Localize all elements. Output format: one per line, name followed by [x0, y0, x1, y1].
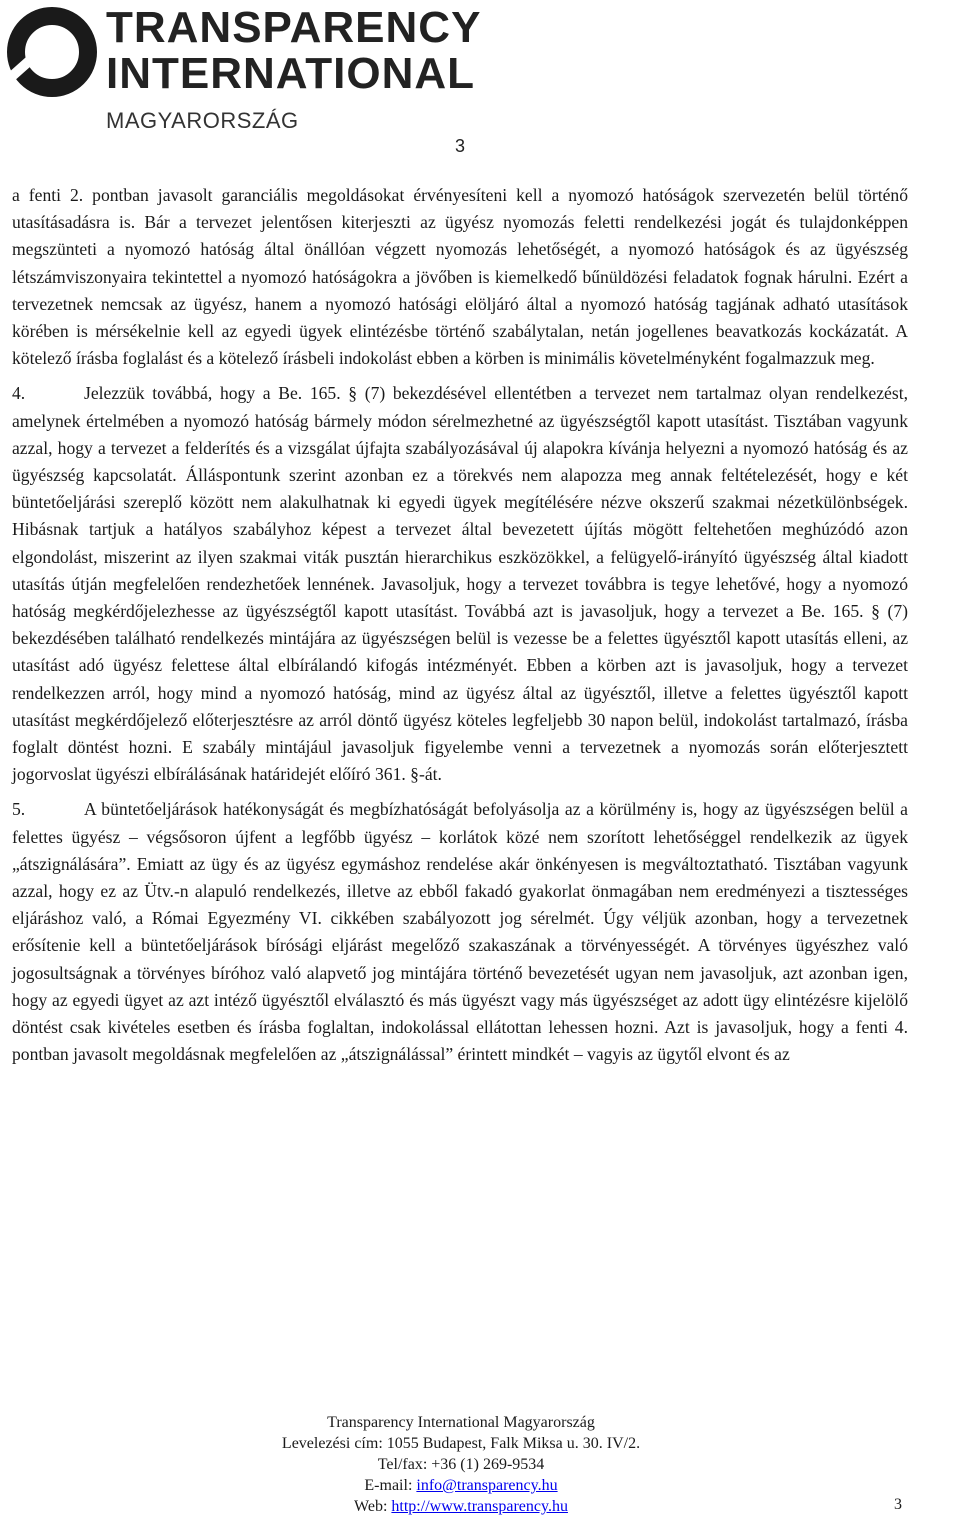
- paragraph-number: 4.: [12, 383, 26, 404]
- footer-email-line: [0, 1475, 922, 1496]
- paragraph-text: A büntetőeljárások hatékonyságát és megbízhatóságát befolyásolja az a körülmény is, hogy az ügyészségen belül a felettes ügyész – végsősoron újfent a legfőbb ügyész – korlátok közé nem szorított lehetőséggel rendelkezik az ügyek „átszignálására”. Emiatt az ügy és az ügyész egymáshoz rendelése akár önkényesen is megváltoztatható. Tisztában vagyunk azzal, hogy ez az Ütv.-n alapuló rendelkezés, illetve az ebből fakadó gyakorlat önmagában nem eredményezi a tisztességes eljáráshoz való, a Római Egyezmény VI. cikkében szabályozott jog sérelmét. Úgy véljük azonban, hogy a tervezetnek erősítenie kell a büntetőeljárások bírósági eljárást megelőző szakaszának a törvényességét. A törvényes ügyészhez való jogosultságnak a törvényes bíróhoz való alapvető jog mintájára történő bevezetését ugyan nem javasoljuk, azt azonban igen, hogy az egyedi ügyet az azt intéző ügyésztől elválasztó és más ügyészt vagy más ügyészséget az adott ügy elintézésre kijelölő döntést csak kivételes esetben és írásba foglaltan, indokolással ellátottan lehessen hozni. Azt is javasoljuk, hogy a fenti 4. pontban javasolt megoldásnak megfelelően az „átszignálással” érintett mindkét – vagyis az ügytől elvont és az: [12, 799, 908, 1065]
- paragraph-5: [12, 796, 908, 1068]
- paragraph-text: a fenti 2. pontban javasolt garanciális megoldásokat érvényesíteni kell a nyomozó hatóságok szervezetén belül történő utasításadásra is. Bár a tervezet jelentősen kiterjeszti az ügyész nyomozás feletti rendelkezési jogát és tulajdonképpen megszünteti a nyomozó hatóság által önállóan végzett nyomozás lehetőségét, a nyomozó hatóságok és az ügyészség létszámviszonyaira tekintettel a nyomozó hatóságokra a jövőben is kiemelkedő bűnüldözési feladatok fognak hárulni. Ezért a tervezetnek nemcsak az ügyész, hanem a nyomozó hatósági elöljáró által a nyomozó hatóság tagjának adható utasítások körében is mérsékelnie kell az egyedi ügyek elintézésbe történő szabálytalan, netán jogellenes beavatkozás kockázatát. A kötelező írásba foglalást és a kötelező írásbeli indokolást ebben a körben is minimális követelményként fogalmazzuk meg.: [12, 185, 908, 369]
- footer-web-label: Web:: [354, 1498, 392, 1515]
- paragraph-number: 5.: [12, 799, 26, 820]
- logo-line-1: TRANSPARENCY: [106, 3, 482, 52]
- footer-org: Transparency International Magyarország: [327, 1414, 595, 1431]
- footer-email-link[interactable]: info@transparency.hu: [416, 1477, 558, 1494]
- logo-subtitle: MAGYARORSZÁG: [106, 108, 299, 133]
- footer-address: Levelezési cím: 1055 Budapest, Falk Miksa u. 30. IV/2.: [281, 1435, 641, 1452]
- logo-line-2: INTERNATIONAL: [106, 49, 476, 98]
- footer-page-number: 3: [894, 1496, 902, 1513]
- paragraph-continuation: [12, 182, 908, 372]
- paragraph-text: Jelezzük továbbá, hogy a Be. 165. § (7) bekezdésével ellentétben a tervezet nem tartalmaz olyan rendelkezést, amelynek értelmében a nyomozó hatóság bármely módon sérelmezhetné az ügyészségtől kapott utasítást. Tisztában vagyunk azzal, hogy a tervezet a felderítés és a vizsgálat újfajta szabályozásával új alapokra kívánja helyezni a nyomozó hatóság és az ügyészség kapcsolatát. Álláspontunk szerint azonban ez a törekvés nem alapozza meg annak feltételezését, hogy e két büntetőeljárási szereplő között nem alakulhatnak ki egyedi ügyek megítélésére nézve okszerű szakmai nézetkülönbségek. Hibásnak tartjuk a hatályos szabályhoz képest a tervezet által bevezetett újítás mögött feltehetően meghúzódó azon elgondolást, miszerint az ilyen szakmai viták pusztán hierarchikus eszközökkel, a felügyelő-irányító ügyészség által kiadott utasítás útján megfelelően rendezhetőek lennének. Javasoljuk, hogy a tervezet továbbra is tegye lehetővé, hogy a nyomozó hatóság megkérdőjelezhesse az ügyészségtől kapott utasítást. Továbbá azt is javasoljuk, hogy a tervezet a Be. 165. § (7) bekezdésében található rendelkezés mintájára az ügyészségen belül is vezesse be a felettes ügyésztől kapott utasítás elleni, az utasítást adó ügyész felettese által elbírálandó kifogás intézményét. Ebben a körben azt is javasoljuk, hogy a tervezet rendelkezzen arról, hogy mind a nyomozó hatóság, mind az ügyész által az ügyésztől, illetve a felettes ügyésztől kapott utasítást megkérdőjelező előterjesztésre az arról döntő ügyész köteles legfeljebb 30 napon belül, indokolást tartalmazó, írásba foglalt döntést hozni. E szabály mintájául javasoljuk figyelembe venni a tervezetnek a nyomozás során előterjesztett jogorvoslat ügyészi elbírálásának határidejét előíró 361. §-át.: [12, 383, 908, 785]
- logo-wordmark: [106, 3, 482, 100]
- footer-web-link[interactable]: http://www.transparency.hu: [391, 1498, 568, 1515]
- document-body: [12, 182, 908, 1069]
- footer-phone: Tel/fax: +36 (1) 269-9534: [377, 1456, 545, 1473]
- header-page-number: 3: [455, 136, 466, 156]
- footer: [0, 1412, 922, 1517]
- transparency-ring-icon: [6, 6, 98, 98]
- paragraph-4: [12, 380, 908, 788]
- footer-web-line: [0, 1496, 922, 1517]
- footer-email-label: E-mail:: [364, 1477, 417, 1494]
- logo: [6, 3, 482, 133]
